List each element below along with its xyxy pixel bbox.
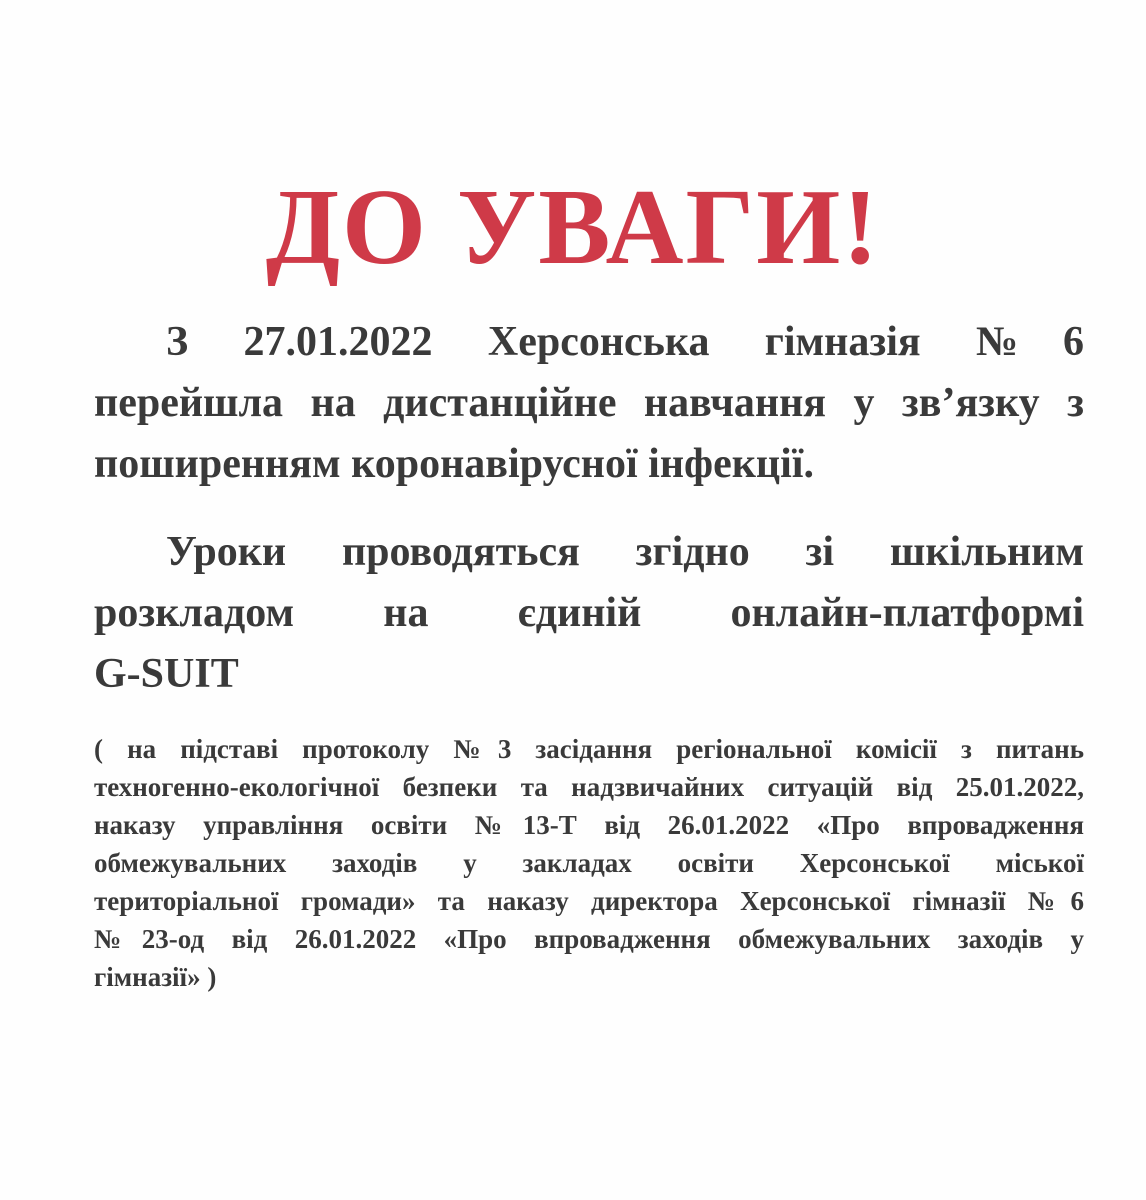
notice-title: ДО УВАГИ! (265, 168, 881, 287)
lessons-schedule-paragraph (94, 522, 1084, 705)
note-line: обмежувальних заходів у закладах освіти Херсонської міської (94, 848, 1084, 878)
note-line: ( на підставі протоколу №3 засідання регіональної комісії з питань (94, 734, 1084, 764)
distance-learning-paragraph (94, 312, 1084, 495)
note-line: гімназії» ) (94, 962, 217, 992)
note-line: №23-од від 26.01.2022 «Про впровадження обмежувальних заходів у (94, 924, 1084, 954)
paragraph-line: З 27.01.2022 Херсонська гімназія №6 (166, 319, 1084, 365)
paragraph-line: G-SUIT (94, 651, 239, 697)
paragraph-line: розкладом на єдиній онлайн-платформі (94, 590, 1084, 636)
legal-basis-note (94, 730, 1084, 996)
paragraph-line: Уроки проводяться згідно зі шкільним (166, 529, 1084, 575)
note-line: техногенно-екологічної безпеки та надзвичайних ситуацій від 25.01.2022, (94, 772, 1084, 802)
note-line: територіальної громади» та наказу директора Херсонської гімназії №6 (94, 886, 1084, 916)
paragraph-line: поширенням коронавірусної інфекції. (94, 441, 814, 487)
note-line: наказу управління освіти №13-Т від 26.01.2022 «Про впровадження (94, 810, 1084, 840)
paragraph-line: перейшла на дистанційне навчання у зв’язку з (94, 380, 1084, 426)
